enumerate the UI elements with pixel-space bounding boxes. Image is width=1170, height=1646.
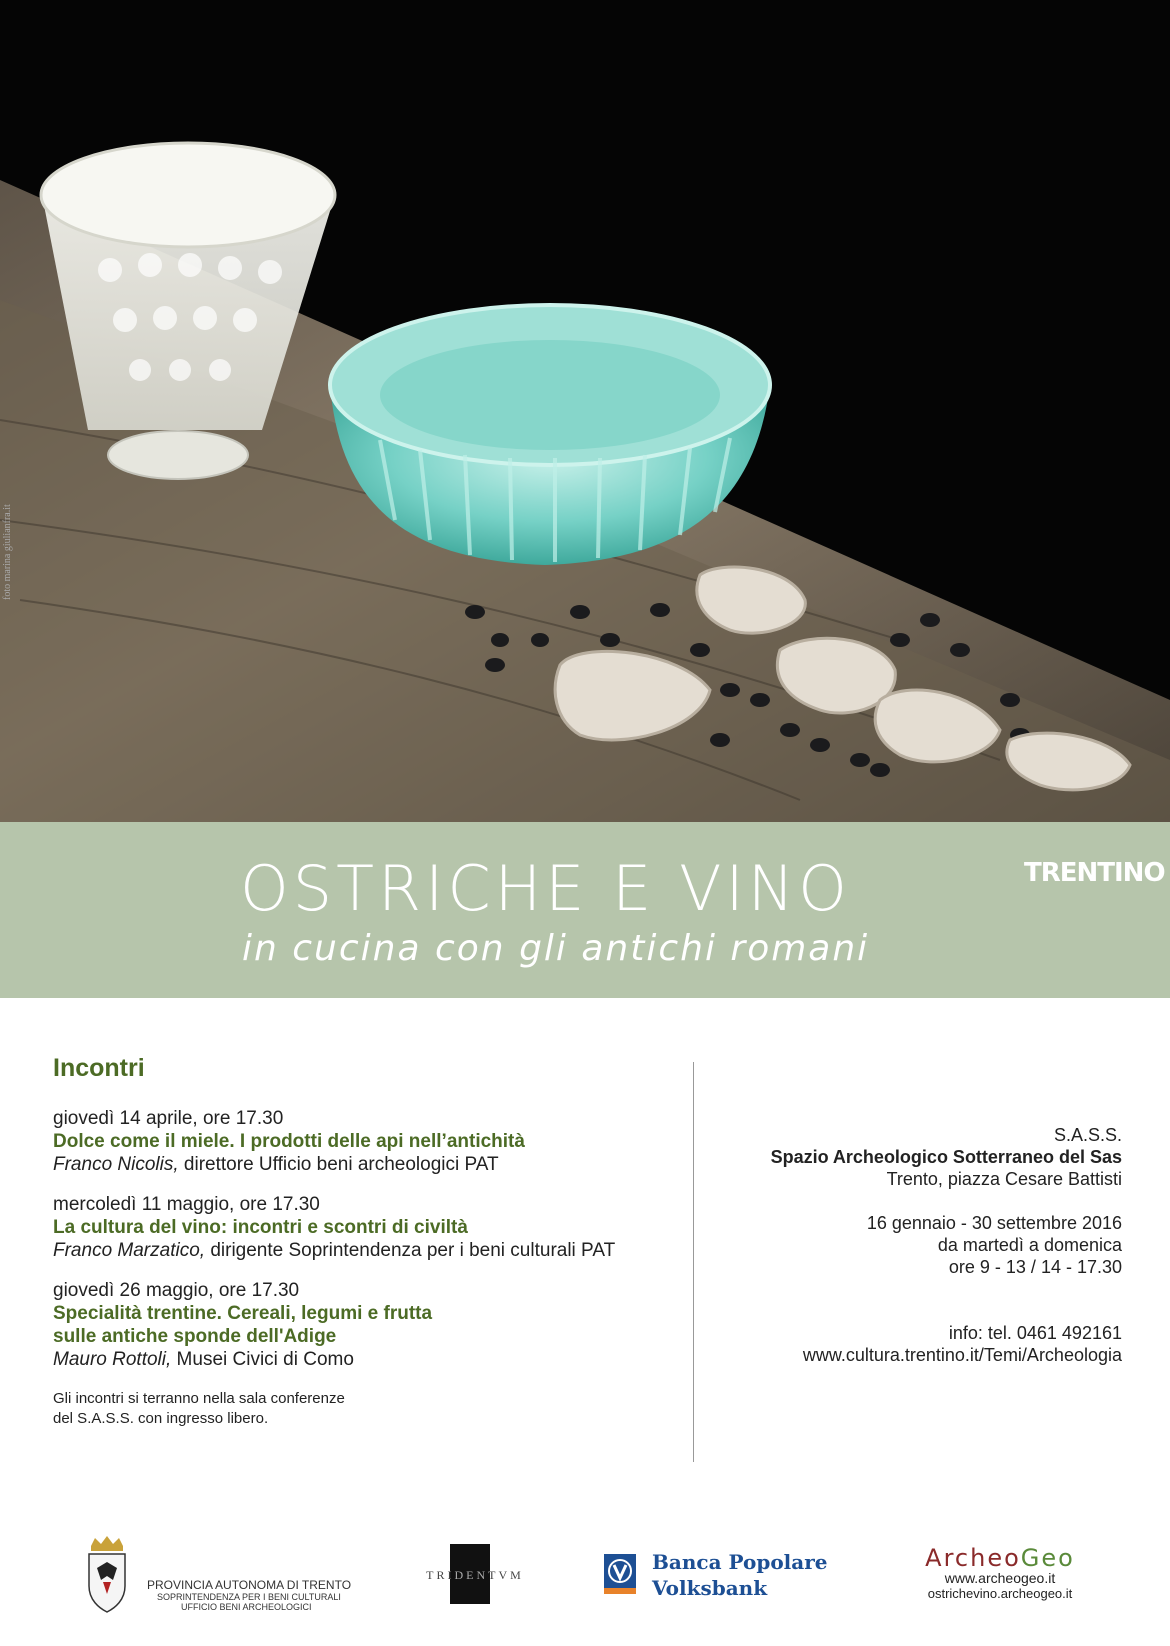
- event-date: mercoledì 11 maggio, ore 17.30: [53, 1194, 320, 1215]
- pat-dept: SOPRINTENDENZA PER I BENI CULTURALI: [157, 1592, 341, 1602]
- section-heading: Incontri: [53, 1054, 145, 1082]
- coat-of-arms-icon: [85, 1536, 129, 1616]
- event-speaker: [53, 1348, 693, 1371]
- archeogeo-url[interactable]: www.archeogeo.it: [944, 1570, 1056, 1586]
- pat-office: UFFICIO BENI ARCHEOLOGICI: [181, 1602, 312, 1612]
- column-divider: [693, 1062, 694, 1462]
- venue-hours: ore 9 - 13 / 14 - 17.30: [948, 1257, 1122, 1277]
- trentino-logo: TRENTINO: [1024, 858, 1165, 888]
- provincia-trento-logo: [85, 1536, 365, 1616]
- title-banner: [0, 822, 1170, 998]
- tridentum-logo: [420, 1530, 530, 1622]
- venue-website-link[interactable]: www.cultura.trentino.it/Temi/Archeologia: [802, 1345, 1122, 1365]
- sponsor-footer: [0, 1520, 1170, 1646]
- archeogeo-wordmark: [910, 1544, 1090, 1572]
- venue-phone: info: tel. 0461 492161: [948, 1323, 1122, 1343]
- venue-dates: 16 gennaio - 30 settembre 2016: [866, 1213, 1122, 1233]
- venue-info: [702, 1124, 1122, 1366]
- venue-acronym: S.A.S.S.: [1053, 1125, 1122, 1145]
- venue-address: Trento, piazza Cesare Battisti: [886, 1169, 1122, 1189]
- event-title: La cultura del vino: incontri e scontri di civiltà: [53, 1217, 468, 1238]
- bank-name-line2: Volksbank: [652, 1576, 768, 1600]
- archeogeo-part2: Geo: [1020, 1544, 1075, 1572]
- archeogeo-part1: Archeo: [925, 1544, 1021, 1572]
- speaker-role: dirigente Soprintendenza per i beni culturali PAT: [205, 1240, 616, 1261]
- speaker-name: Franco Marzatico,: [53, 1240, 206, 1261]
- archeogeo-event-url[interactable]: ostrichevino.archeogeo.it: [927, 1586, 1073, 1601]
- event-date: giovedì 26 maggio, ore 17.30: [53, 1280, 300, 1301]
- note-line: Gli incontri si terranno nella sala conferenze: [53, 1390, 345, 1407]
- page-subtitle: in cucina con gli antichi romani: [242, 928, 870, 969]
- event-item: [53, 1107, 693, 1176]
- photo-credit: foto marina giulianfra.it: [2, 504, 13, 600]
- event-date: giovedì 14 aprile, ore 17.30: [53, 1108, 284, 1129]
- pat-name: PROVINCIA AUTONOMA DI TRENTO: [147, 1578, 352, 1592]
- bank-name-line1: Banca Popolare: [652, 1550, 828, 1574]
- tridentum-text: TRIDENTVM: [426, 1568, 524, 1582]
- speaker-role: Musei Civici di Como: [171, 1349, 354, 1370]
- event-title-line2: sulle antiche sponde dell'Adige: [53, 1326, 337, 1347]
- event-item: [53, 1279, 693, 1371]
- events-note: [53, 1389, 693, 1429]
- speaker-role: direttore Ufficio beni archeologici PAT: [178, 1154, 499, 1175]
- event-item: [53, 1193, 693, 1262]
- event-title: Dolce come il miele. I prodotti delle api nell’antichità: [53, 1131, 525, 1152]
- hero-photo: [0, 0, 1170, 822]
- bank-v-icon: [604, 1554, 636, 1594]
- still-life-illustration: [0, 0, 1170, 822]
- event-title: Specialità trentine. Cereali, legumi e frutta: [53, 1303, 433, 1324]
- speaker-name: Franco Nicolis,: [53, 1154, 179, 1175]
- events-section: [53, 1054, 693, 1429]
- note-line: del S.A.S.S. con ingresso libero.: [53, 1410, 269, 1427]
- archeogeo-logo: [910, 1544, 1090, 1624]
- page-title: OSTRICHE E VINO: [240, 852, 851, 925]
- event-speaker: [53, 1153, 693, 1176]
- venue-name: Spazio Archeologico Sotterraneo del Sas: [770, 1147, 1122, 1167]
- venue-days: da martedì a domenica: [937, 1235, 1122, 1255]
- event-speaker: [53, 1239, 693, 1262]
- speaker-name: Mauro Rottoli,: [53, 1349, 172, 1370]
- banca-popolare-logo: [604, 1550, 844, 1600]
